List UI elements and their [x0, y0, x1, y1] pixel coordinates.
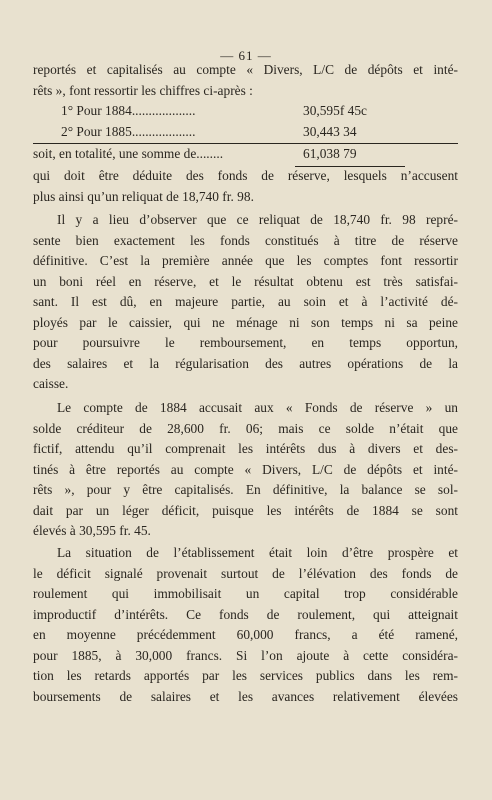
totals-table [33, 101, 458, 165]
text-line: plus ainsi qu’un reliquat de 18,740 fr. 98. [33, 188, 254, 204]
text-line: boursements de salaires et les avances relativement élevées [33, 688, 458, 704]
text-line: solde créditeur de 28,600 fr. 06; mais ce solde n’était que [33, 420, 458, 436]
text-line: en moyenne précédemment 60,000 francs, a été ramené, [33, 627, 458, 642]
text-line: tion les retards apportés par les services publics dans les rem- [33, 668, 458, 683]
row-label: 1° Pour 1884................... [61, 103, 196, 118]
text-line: roulement qui immobilisait un capital trop considérable [33, 586, 458, 601]
row-label: 2° Pour 1885................... [61, 123, 196, 139]
text-line: sente bien exactement les fonds constitués à titre de réserve [33, 232, 458, 248]
page-number: — 61 — [220, 48, 272, 63]
paragraph-3 [33, 543, 458, 707]
total-label: soit, en totalité, une somme de........ [33, 146, 224, 161]
text-line: rêts », pour y être capitalisés. En définitive, la balance se sol- [33, 482, 458, 497]
text-line: pour poursuivre le remboursement, en temps opportun, [33, 335, 458, 350]
text-line: élevés à 30,595 fr. 45. [33, 523, 151, 538]
text-line: Il y a lieu d’observer que ce reliquat de 18,740 fr. 98 repré- [57, 212, 458, 227]
row-amount: 30,443 34 [303, 123, 357, 139]
text-line: reportés et capitalisés au compte « Divers, L/C de dépôts et inté- [33, 62, 458, 77]
intro-text [33, 60, 458, 101]
text-line: pour 1885, à 30,000 francs. Si l’on ajoute à cette considéra- [33, 647, 458, 663]
text-line: dait par un léger déficit, puisque les intérêts de 1884 se sont [33, 502, 458, 518]
paragraph-2 [33, 398, 458, 542]
text-line: sant. Il est dû, en majeure partie, au soin et à l’activité dé- [33, 294, 458, 309]
text-line: improductif d’intérêts. Ce fonds de roulement, qui atteignait [33, 606, 458, 622]
row-amount: 30,595f 45c [303, 103, 367, 118]
table-total-row [33, 144, 458, 165]
after-table-text [33, 166, 458, 207]
text-line: tinés à être reportés au compte « Divers, L/C de dépôts et inté- [33, 461, 458, 477]
text-line: Le compte de 1884 accusait aux « Fonds de réserve » un [57, 400, 458, 415]
total-amount: 61,038 79 [303, 146, 357, 161]
paragraph-1 [33, 210, 458, 395]
text-line: qui doit être déduite des fonds de réserve, lesquels n’accusent [33, 168, 458, 183]
text-line: rêts », font ressortir les chiffres ci-après : [33, 82, 253, 98]
text-line: définitive. C’est la première année que les comptes font ressortir [33, 253, 458, 268]
text-line: La situation de l’établissement était loin d’être prospère et [57, 545, 458, 560]
table-row [33, 122, 458, 143]
table-row [33, 101, 458, 122]
text-line: ployés par le caissier, qui ne ménage ni son temps ni sa peine [33, 314, 458, 330]
text-line: caisse. [33, 376, 69, 391]
text-line: un boni réel en réserve, et le résultat obtenu est très satisfai- [33, 273, 458, 289]
text-line: fictif, attendu qu’il comprenait les intérêts dus à divers et des- [33, 441, 458, 456]
text-line: des salaires et la régularisation des autres opérations de la [33, 355, 458, 371]
text-line: le déficit signalé provenait surtout de l’élévation des fonds de [33, 565, 458, 581]
